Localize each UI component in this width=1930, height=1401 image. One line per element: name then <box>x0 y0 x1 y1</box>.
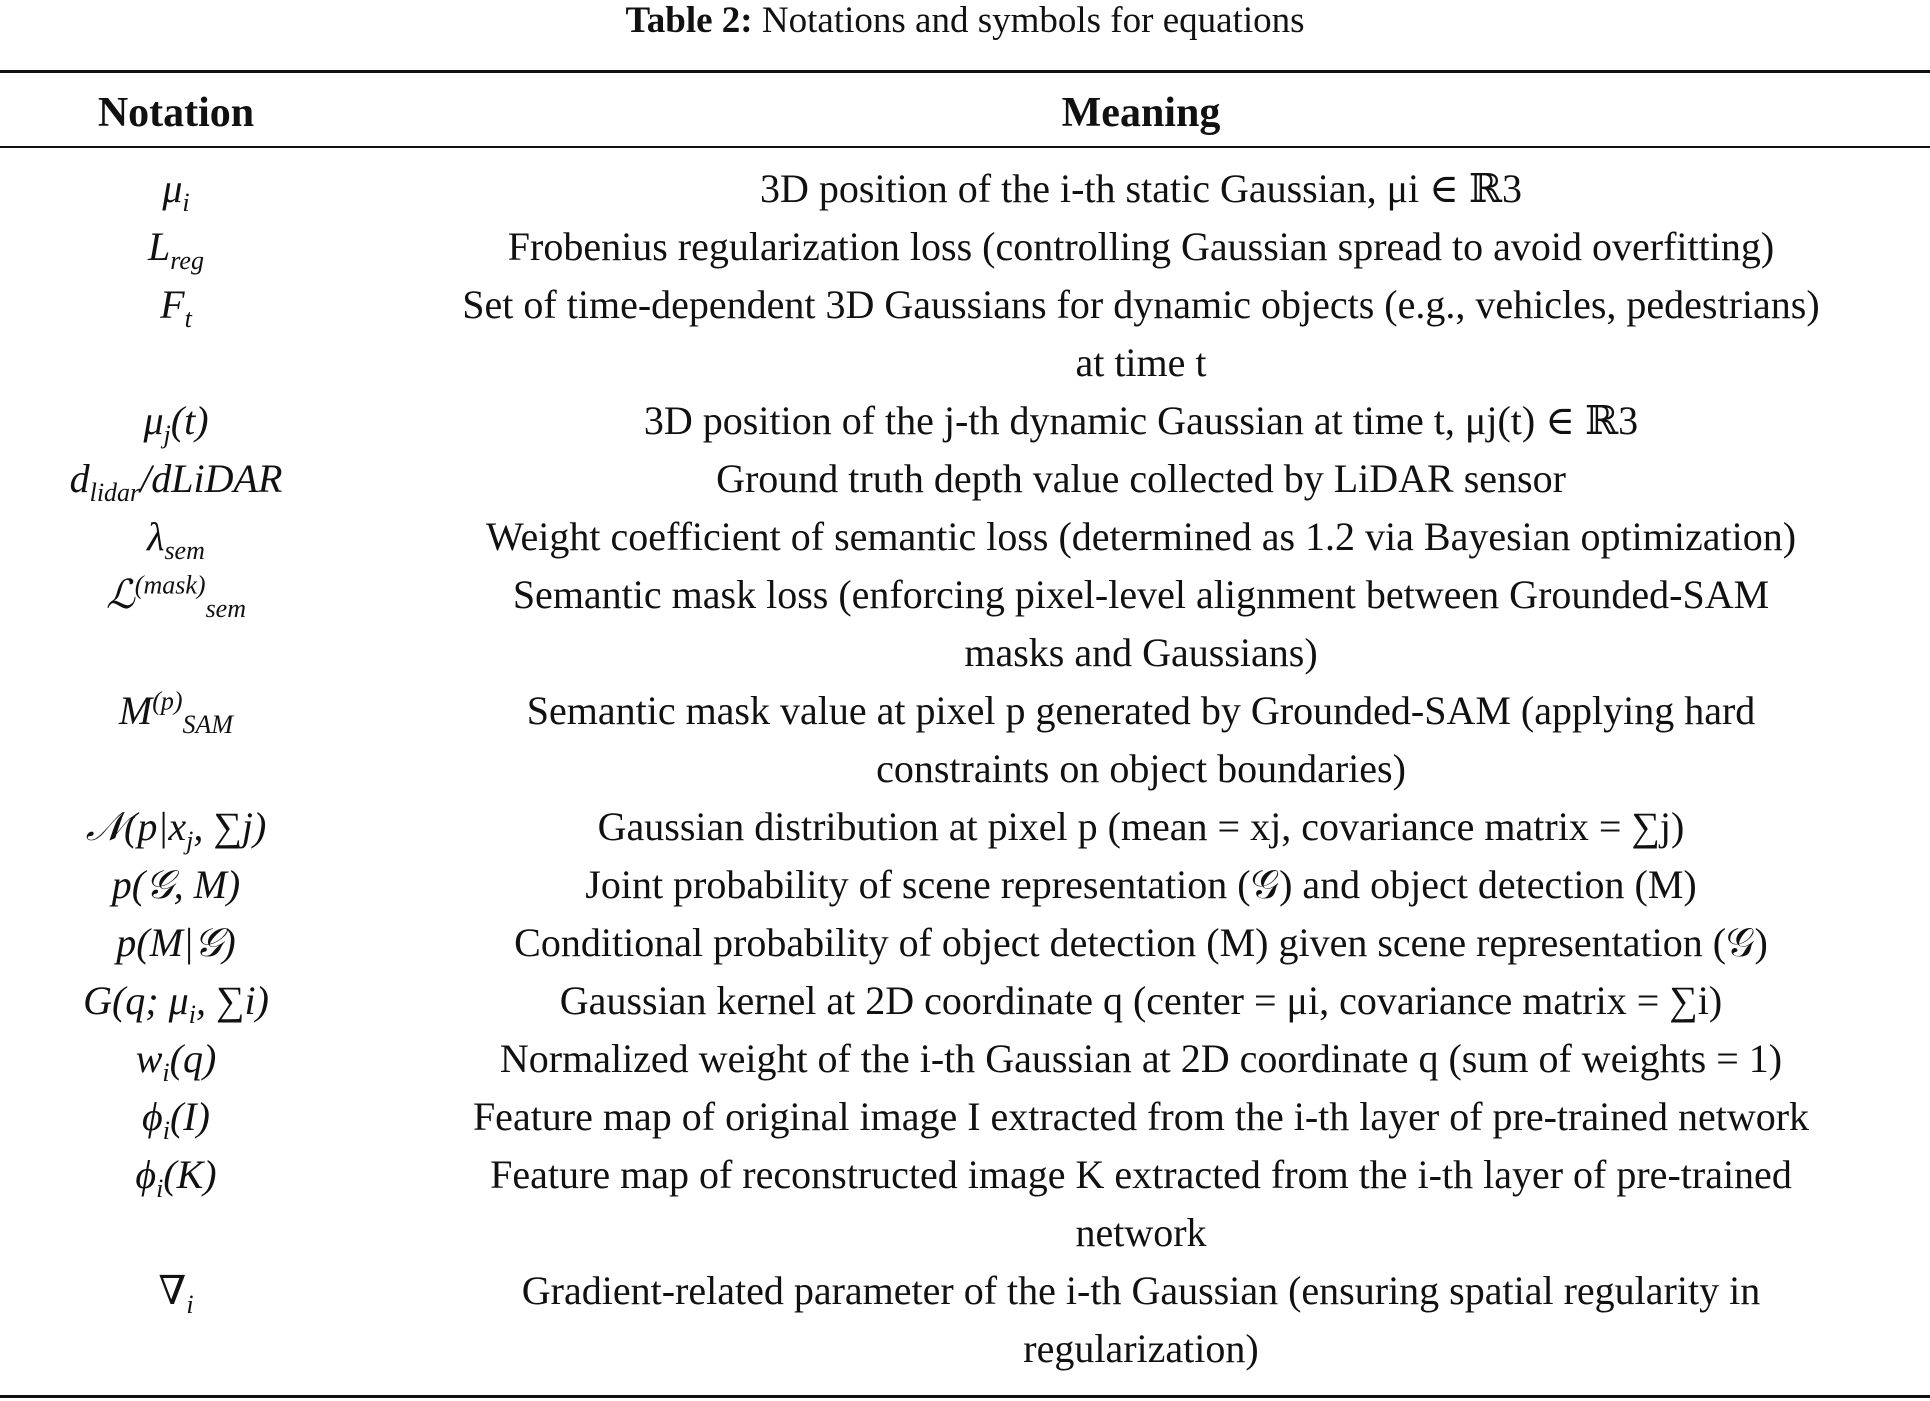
notation-symbol: F <box>160 282 185 327</box>
notation-subscript: j <box>186 826 194 855</box>
notation-subscript: lidar <box>89 478 141 507</box>
meaning-cell <box>352 218 1930 276</box>
meaning-line: network <box>1075 1210 1207 1255</box>
notation-cell <box>0 276 352 334</box>
notation-cell <box>0 798 352 856</box>
meaning-cell <box>352 160 1930 218</box>
notation-subscript: j <box>163 420 171 449</box>
meaning-cell <box>352 392 1930 450</box>
meaning-cell <box>352 508 1930 566</box>
notation-suffix: (K) <box>163 1152 217 1197</box>
notation-subscript: i <box>162 1058 170 1087</box>
meaning-cell <box>352 972 1930 1030</box>
notation-suffix: (I) <box>169 1094 210 1139</box>
bottom-rule <box>0 1395 1930 1398</box>
table-row <box>0 218 1930 276</box>
table-row <box>0 1088 1930 1146</box>
notation-subscript: t <box>184 304 192 333</box>
table-row <box>0 972 1930 1030</box>
notation-symbol: G(q; μ <box>83 978 189 1023</box>
notation-cell <box>0 1088 352 1146</box>
header-meaning: Meaning <box>1061 90 1221 136</box>
meaning-cell <box>352 856 1930 914</box>
meaning-line: at time t <box>1075 340 1207 385</box>
meaning-cell <box>352 682 1930 798</box>
notation-subscript: sem <box>205 594 246 623</box>
meaning-line: Joint probability of scene representation (𝒢) and object detection (M) <box>585 862 1697 907</box>
notation-symbol: p(M|𝒢) <box>116 920 236 965</box>
meaning-cell <box>352 1146 1930 1262</box>
table-row <box>0 276 1930 392</box>
meaning-line: Weight coefficient of semantic loss (determined as 1.2 via Bayesian optimization) <box>485 514 1797 559</box>
notation-symbol: p(𝒢, M) <box>111 862 241 907</box>
notation-cell <box>0 450 352 508</box>
notation-cell <box>0 856 352 914</box>
notation-cell <box>0 1262 352 1320</box>
meaning-line: Semantic mask value at pixel p generated by Grounded-SAM (applying hard <box>526 688 1756 733</box>
table-body <box>0 160 1930 1378</box>
meaning-cell <box>352 914 1930 972</box>
notation-suffix: (q) <box>169 1036 217 1081</box>
table-row <box>0 450 1930 508</box>
meaning-cell <box>352 1030 1930 1088</box>
notation-symbol: d <box>69 456 90 501</box>
notation-subscript: reg <box>170 246 204 275</box>
table-row <box>0 566 1930 682</box>
table-row <box>0 160 1930 218</box>
meaning-line: Normalized weight of the i-th Gaussian at 2D coordinate q (sum of weights = 1) <box>499 1036 1783 1081</box>
meaning-line: Feature map of original image I extracted from the i-th layer of pre-trained network <box>472 1094 1810 1139</box>
table-row <box>0 914 1930 972</box>
notation-cell <box>0 1030 352 1088</box>
table-caption <box>0 2 1930 40</box>
table-row <box>0 508 1930 566</box>
meaning-line: Gaussian distribution at pixel p (mean = xj, covariance matrix = ∑j) <box>597 804 1685 849</box>
table-row <box>0 798 1930 856</box>
notation-symbol: λ <box>147 514 165 559</box>
notation-cell <box>0 392 352 450</box>
notation-cell <box>0 682 352 740</box>
meaning-cell <box>352 798 1930 856</box>
notation-symbol: μ <box>143 398 164 443</box>
top-rule <box>0 70 1930 73</box>
notation-subscript: i <box>188 1000 196 1029</box>
notation-cell <box>0 972 352 1030</box>
notation-symbol: ϕ <box>142 1094 163 1139</box>
meaning-line: Frobenius regularization loss (controlling Gaussian spread to avoid overfitting) <box>507 224 1775 269</box>
meaning-line: 3D position of the i-th static Gaussian, μi ∈ ℝ3 <box>760 166 1522 211</box>
notation-cell <box>0 914 352 972</box>
table-row <box>0 682 1930 798</box>
notation-symbol: ℒ <box>105 572 135 617</box>
meaning-line: Semantic mask loss (enforcing pixel-level alignment between Grounded-SAM <box>512 572 1770 617</box>
table-row <box>0 856 1930 914</box>
notation-suffix: , ∑j) <box>193 804 267 849</box>
meaning-line: Feature map of reconstructed image K extracted from the i-th layer of pre-trained <box>490 1152 1792 1197</box>
notation-symbol: μ <box>162 166 183 211</box>
notation-superscript: (mask) <box>134 570 206 600</box>
notation-symbol: ϕ <box>135 1152 157 1197</box>
table-row <box>0 1262 1930 1378</box>
notation-subscript: i <box>186 1290 194 1319</box>
notation-subscript: i <box>156 1174 164 1203</box>
meaning-line: masks and Gaussians) <box>964 630 1318 675</box>
table-row <box>0 1146 1930 1262</box>
notation-subscript: i <box>182 188 190 217</box>
notation-cell <box>0 1146 352 1204</box>
meaning-cell <box>352 566 1930 682</box>
notation-cell <box>0 566 352 624</box>
notation-cell <box>0 160 352 218</box>
meaning-line: Set of time-dependent 3D Gaussians for dynamic objects (e.g., vehicles, pedestrians) <box>462 282 1820 327</box>
meaning-line: Gaussian kernel at 2D coordinate q (center = μi, covariance matrix = ∑i) <box>559 978 1723 1023</box>
meaning-cell <box>352 450 1930 508</box>
meaning-line: constraints on object boundaries) <box>876 746 1406 791</box>
meaning-line: 3D position of the j-th dynamic Gaussian at time t, μj(t) ∈ ℝ3 <box>643 398 1639 443</box>
notation-cell <box>0 508 352 566</box>
notation-symbol: L <box>148 224 171 269</box>
table-row <box>0 1030 1930 1088</box>
notation-superscript: (p) <box>152 686 183 716</box>
header-rule <box>0 146 1930 148</box>
notation-symbol: w <box>135 1036 163 1081</box>
notation-symbol: 𝒩(p|x <box>85 804 187 849</box>
meaning-cell <box>352 276 1930 392</box>
notation-suffix: (t) <box>170 398 209 443</box>
notation-subscript: SAM <box>182 710 234 739</box>
notation-suffix: /dLiDAR <box>140 456 283 501</box>
meaning-line: Conditional probability of object detection (M) given scene representation (𝒢) <box>514 920 1768 965</box>
meaning-cell <box>352 1262 1930 1378</box>
notation-subscript: i <box>162 1116 170 1145</box>
header-notation: Notation <box>97 90 255 136</box>
notation-suffix: , ∑i) <box>195 978 269 1023</box>
notation-symbol: ∇ <box>158 1268 187 1313</box>
meaning-line: regularization) <box>1023 1326 1259 1371</box>
caption-text: Notations and symbols for equations <box>761 0 1305 41</box>
notation-subscript: sem <box>164 536 205 565</box>
meaning-line: Ground truth depth value collected by LiDAR sensor <box>716 456 1566 501</box>
caption-label: Table 2: <box>625 0 753 41</box>
notation-symbol: M <box>118 688 153 733</box>
notation-cell <box>0 218 352 276</box>
meaning-cell <box>352 1088 1930 1146</box>
meaning-line: Gradient-related parameter of the i-th Gaussian (ensuring spatial regularity in <box>521 1268 1761 1313</box>
table-row <box>0 392 1930 450</box>
